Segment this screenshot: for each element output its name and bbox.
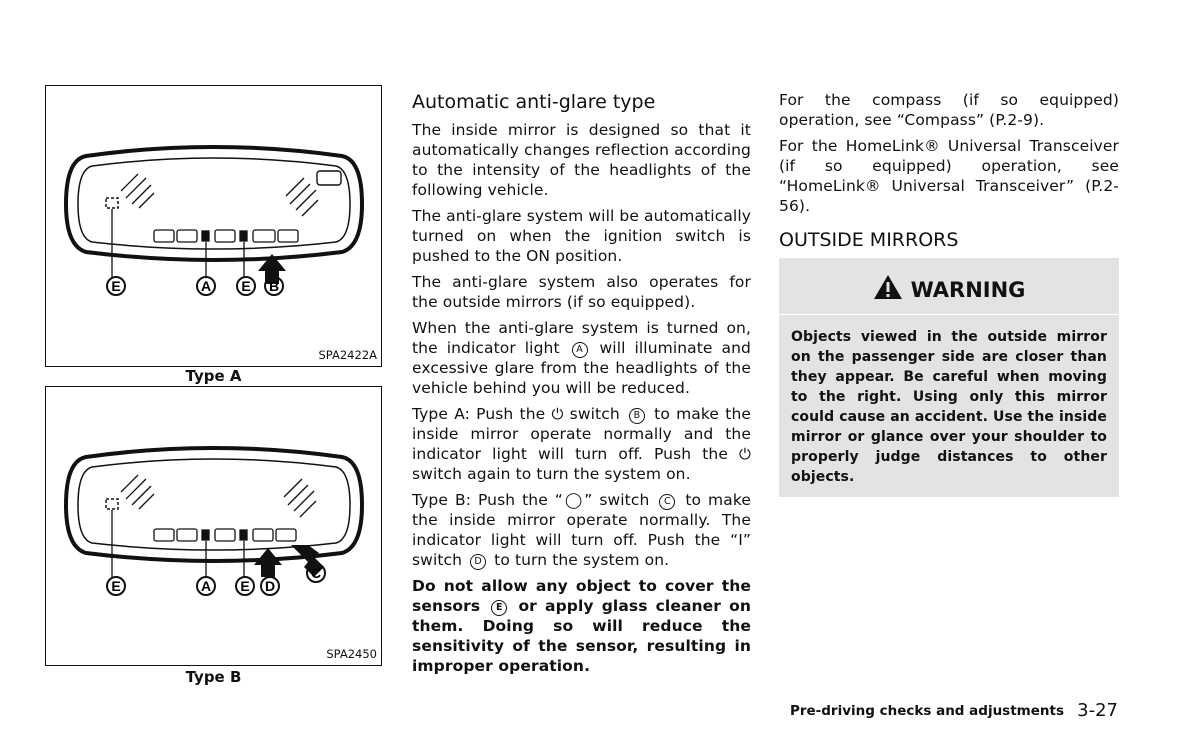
paragraph: The anti-glare system will be automatically turned on when the ignition switch is pushed to the ON position.	[412, 207, 751, 265]
text: to make the inside mirror operate normally. The indicator light will turn off. Push the “I” switch	[412, 491, 752, 569]
text: Do not allow any object to cover the sensors	[412, 577, 751, 615]
callout-e: E	[111, 278, 121, 294]
text: switch	[569, 405, 620, 423]
figure-code: SPA2450	[326, 647, 377, 661]
power-icon: ⏻	[551, 405, 564, 423]
warning-title: WARNING	[910, 278, 1026, 302]
text: or apply glass cleaner on them. Doing so will reduce the sensitivity of the sensor, resulting in improper operation.	[412, 597, 751, 675]
text: to turn the system on.	[494, 551, 670, 569]
figure-caption-type-a: Type A	[185, 367, 242, 385]
mirror-diagram-type-a	[46, 86, 383, 368]
figure-type-a	[45, 85, 382, 367]
text: Type B: Push the “◯” switch	[412, 491, 650, 509]
section-heading: Automatic anti-glare type	[412, 91, 656, 113]
paragraph	[779, 136, 1119, 216]
text: will illuminate and excessive glare from the headlights of the vehicle behind you will be reduced.	[412, 339, 751, 397]
paragraph: The anti-glare system also operates for the outside mirrors (if so equipped).	[412, 273, 751, 311]
figure-caption-type-b: Type B	[185, 668, 242, 686]
paragraph	[412, 490, 751, 570]
mirror-diagram-type-b	[46, 387, 383, 667]
ref-c: C	[659, 494, 675, 510]
ref-b: B	[629, 408, 645, 424]
warning-text: Objects viewed in the outside mirror on the passenger side are closer than they appear. Be careful when moving to the right. Using only this mirror could cause an accident. Use the inside mirror or glance over your shoulder to properly judge distances to other objects.	[791, 329, 1107, 485]
callout-c: C	[310, 565, 322, 581]
text: For the HomeLink	[779, 137, 925, 155]
footer-section: Pre-driving checks and adjustments	[789, 703, 1064, 719]
paragraph: For the compass (if so equipped) operation, see “Compass” (P.2-9).	[779, 91, 1119, 129]
paragraph	[412, 576, 751, 676]
page-number: 3-27	[1077, 700, 1118, 721]
callout-e: E	[111, 578, 121, 594]
callout-e: E	[240, 578, 250, 594]
ref-a: A	[572, 342, 588, 358]
text: When the anti-glare system is turned on, the indicator light	[412, 319, 751, 357]
text: ® Universal Transceiver (if so equipped) operation, see “HomeLink® Universal Transceiver” (P.2-56).	[779, 137, 1119, 215]
warning-icon	[873, 274, 903, 300]
section-heading: OUTSIDE MIRRORS	[779, 229, 959, 251]
ref-d: D	[470, 554, 486, 570]
paragraph	[412, 404, 751, 484]
callout-e: E	[241, 278, 251, 294]
paragraph	[412, 318, 751, 398]
text: switch again to turn the system on.	[412, 465, 691, 483]
callout-a: A	[200, 278, 212, 294]
ref-e: E	[491, 600, 507, 616]
callout-d: D	[264, 578, 276, 594]
warning-header	[779, 268, 1119, 315]
figure-code: SPA2422A	[318, 348, 377, 362]
middle-column	[412, 90, 751, 682]
text: Type A: Push the	[412, 405, 546, 423]
paragraph: The inside mirror is designed so that it automatically changes reflection according to the intensity of the headlights of the following vehicle.	[412, 121, 751, 199]
callout-a: A	[200, 578, 212, 594]
text: to make the inside mirror operate normally and the indicator light will turn off. Push the	[412, 405, 752, 463]
warning-box	[779, 258, 1119, 497]
callout-b: B	[268, 278, 280, 294]
power-icon: ⏻	[739, 445, 751, 463]
right-column	[779, 90, 1119, 497]
figure-type-b	[45, 386, 382, 666]
